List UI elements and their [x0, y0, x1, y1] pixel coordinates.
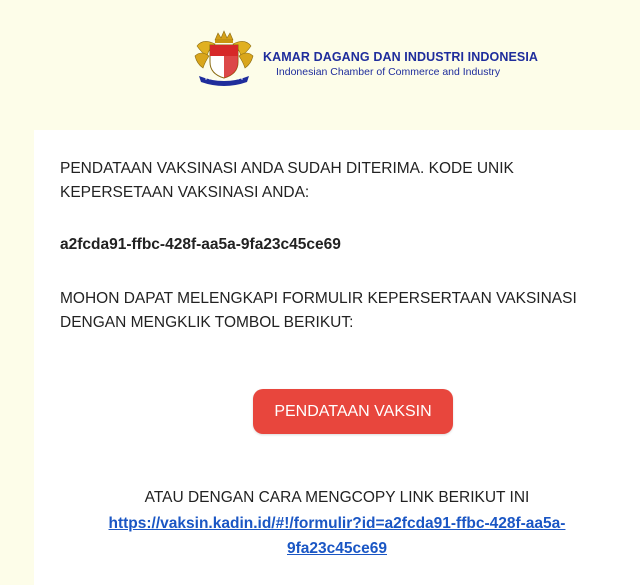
kadin-emblem-icon — [193, 30, 255, 88]
confirmation-text-line-2: KEPERSETAAN VAKSINASI ANDA: — [60, 184, 310, 201]
form-link-line-1[interactable]: https://vaksin.kadin.id/#!/formulir?id=a2fcda91-ffbc-428f-aa5a- — [108, 515, 566, 532]
form-link-line-2[interactable]: 9fa23c45ce69 — [287, 540, 387, 557]
confirmation-text-line-1: PENDATAAN VAKSINASI ANDA SUDAH DITERIMA. KODE UNIK — [60, 160, 514, 177]
org-subtitle: Indonesian Chamber of Commerce and Industry — [276, 66, 501, 78]
instruction-text-line-2: DENGAN MENGKLIK TOMBOL BERIKUT: — [60, 314, 354, 331]
instruction-text-line-1: MOHON DAPAT MELENGKAPI FORMULIR KEPERSERTAAN VAKSINASI — [60, 290, 577, 307]
org-name: KAMAR DAGANG DAN INDUSTRI INDONESIA — [263, 50, 539, 64]
alternative-link-text: ATAU DENGAN CARA MENGCOPY LINK BERIKUT INI — [144, 489, 530, 506]
vaccination-code: a2fcda91-ffbc-428f-aa5a-9fa23c45ce69 — [60, 236, 341, 253]
pendataan-vaksin-button[interactable]: PENDATAAN VAKSIN — [253, 389, 453, 434]
email-header — [0, 0, 640, 130]
